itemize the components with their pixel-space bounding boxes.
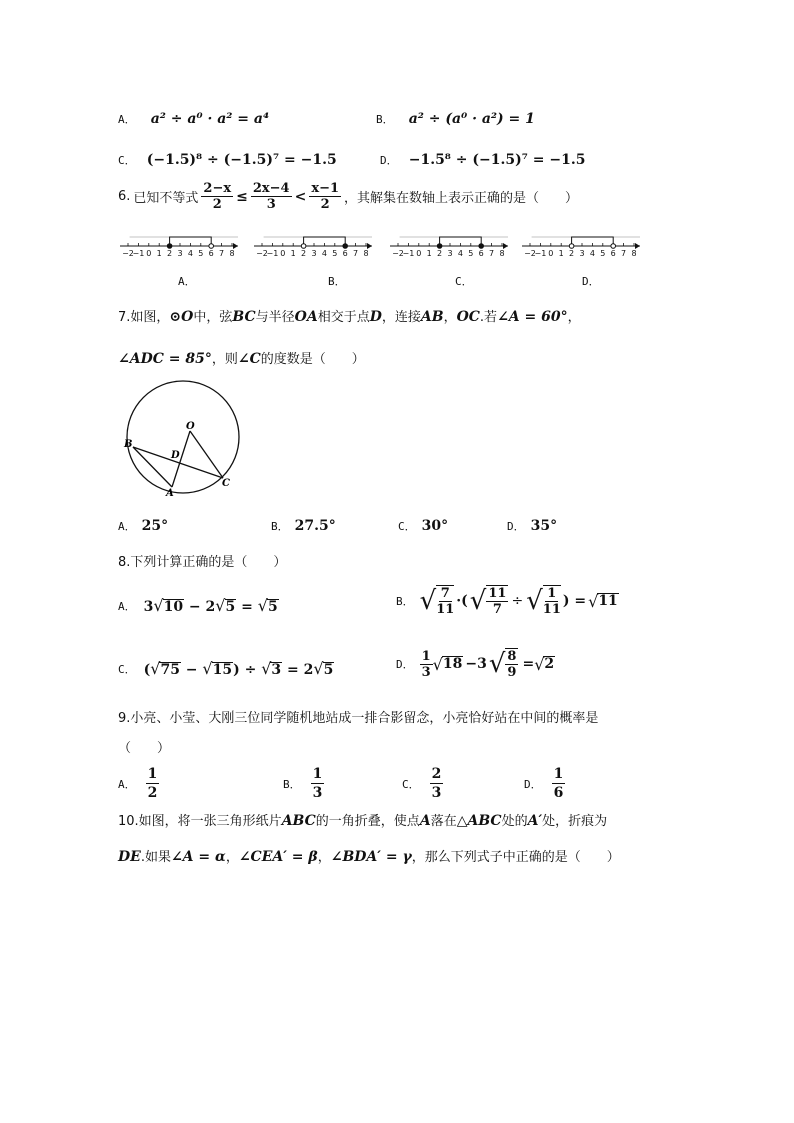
fraction: $\frac{1}{2}$ [147, 766, 158, 801]
tick-label: 3 [579, 249, 585, 258]
tick-label: 1 [426, 249, 432, 258]
q5-option-b [376, 108, 535, 127]
number-line-a [120, 237, 238, 258]
q9-option-c: C． $\frac{2}{3}$ [402, 766, 442, 801]
tick-label: −1 [402, 249, 415, 258]
math-expression: 3√10 − 2√5 = √5 [143, 596, 278, 615]
q8-option-c: C． (√75 − √15) ÷ √3 = 2√5 [118, 659, 334, 678]
tick-label: 2 [437, 249, 443, 258]
tick-label: 7 [219, 249, 225, 258]
q9-option-a: A． $\frac{1}{2}$ [118, 766, 158, 801]
option-label: A． [118, 113, 136, 126]
tick-label: 0 [280, 249, 286, 258]
q9-stem: 9.小亮、小莹、大刚三位同学随机地站成一排合影留念，小亮恰好站在中间的概率是 [118, 711, 599, 726]
tick-label: 0 [548, 249, 554, 258]
tick-label: 2 [301, 249, 307, 258]
fraction: $\frac{1}{6}$ [553, 766, 564, 801]
tick-label: −2 [392, 249, 404, 258]
number-line-c [390, 237, 508, 258]
segment-ab [133, 447, 172, 487]
fraction: $\frac{1}{3}$ [312, 766, 323, 801]
number-line-b [254, 237, 372, 258]
q5-option-d [380, 149, 585, 168]
tick-label: 1 [290, 249, 296, 258]
fraction: $\frac{x-1}{2}$ [311, 181, 340, 212]
tick-label: 7 [489, 249, 495, 258]
q7-option-a: A． 25° [118, 518, 169, 534]
math-expression: $\frac{1}{3}$ √ 18 −3 √ $\frac{8}{9}$ = √ 2 [421, 648, 555, 680]
question-text: ，其解集在数轴上表示正确的是（ ） [344, 191, 579, 206]
q9-option-d: D． $\frac{1}{6}$ [524, 766, 564, 801]
number-line-d [522, 237, 640, 258]
tick-label: −1 [534, 249, 547, 258]
q7-circle-figure [120, 380, 250, 500]
number-line-options [118, 228, 658, 264]
point-label-a: A [166, 488, 174, 499]
point-label-d: D [171, 450, 180, 461]
tick-label: 5 [332, 249, 338, 258]
q9-option-b: B． $\frac{1}{3}$ [283, 766, 323, 801]
tick-label: −2 [524, 249, 536, 258]
tick-label: 4 [187, 249, 193, 258]
tick-label: 2 [167, 249, 173, 258]
q5-option-a [118, 108, 269, 127]
question-text: 已知不等式 [133, 191, 199, 206]
tick-label: 5 [468, 249, 474, 258]
tick-label: −2 [122, 249, 134, 258]
radius-oc [190, 431, 223, 478]
q8-stem: 8.下列计算正确的是（ ） [118, 555, 287, 570]
tick-label: 7 [353, 249, 359, 258]
q6-stem [118, 181, 578, 212]
tick-label: 4 [589, 249, 595, 258]
tick-label: 6 [610, 249, 616, 258]
q7-stem-line2: ∠ADC = 85°，则∠C的度数是（ ） [118, 351, 365, 367]
fraction: $\frac{2x-4}{3}$ [252, 181, 290, 212]
tick-label: 1 [156, 249, 162, 258]
option-label: B． [376, 113, 394, 126]
q7-stem-line1: 7.如图，⊙O中，弦BC与半径OA相交于点D，连接AB，OC.若∠A = 60°， [118, 309, 581, 325]
tick-label: 8 [363, 249, 369, 258]
q6-option-c-label: C． [455, 275, 473, 288]
q10-stem-line2: DE.如果∠A = α，∠CEA′ = β，∠BDA′ = γ，那么下列式子中正确的是（ ） [118, 849, 620, 865]
question-number: 6. [118, 189, 131, 204]
tick-label: 3 [447, 249, 453, 258]
math-expression: a² ÷ a⁰ · a² = a⁴ [150, 111, 270, 127]
q6-option-d-label: D． [582, 275, 600, 288]
circle-symbol: ⊙O [169, 309, 194, 325]
tick-label: 6 [478, 249, 484, 258]
q9-answer-paren: （ ） [118, 741, 171, 756]
q8-option-a: A． 3√10 − 2√5 = √5 [118, 596, 278, 615]
tick-label: 5 [198, 249, 204, 258]
tick-label: 4 [321, 249, 327, 258]
tick-label: −2 [256, 249, 268, 258]
relation: ≤ [236, 188, 248, 205]
option-label: D． [380, 154, 398, 167]
tick-label: 6 [342, 249, 348, 258]
relation: < [294, 188, 307, 205]
tick-label: 4 [457, 249, 463, 258]
tick-label: 2 [569, 249, 575, 258]
tick-label: 8 [229, 249, 235, 258]
tick-label: 1 [558, 249, 564, 258]
q7-option-b: B． 27.5° [271, 518, 336, 534]
point-label-c: C [222, 478, 230, 489]
fraction: $\frac{2-x}{2}$ [203, 181, 232, 212]
tick-label: −1 [266, 249, 279, 258]
tick-label: 8 [499, 249, 505, 258]
tick-label: 0 [416, 249, 422, 258]
q8-option-b: B． √ $\frac{7}{11}$ ·( √ $\frac{11}{7}$ ÷ √ $\frac{1}{11}$ ) = √ 11 [396, 586, 618, 617]
tick-label: 6 [208, 249, 214, 258]
q8-option-d: D． $\frac{1}{3}$ √ 18 −3 √ $\frac{8}{9}$ = √ 2 [396, 648, 555, 680]
tick-label: −1 [132, 249, 145, 258]
math-expression: a² ÷ (a⁰ · a²) = 1 [408, 111, 535, 127]
q6-option-b-label: B． [328, 275, 346, 288]
tick-label: 3 [177, 249, 183, 258]
q7-option-c: C． 30° [398, 518, 449, 534]
fraction: $\frac{2}{3}$ [431, 766, 442, 801]
point-label-o: O [186, 421, 195, 432]
math-expression: −1.5⁸ ÷ (−1.5)⁷ = −1.5 [408, 152, 586, 168]
math-expression: √ $\frac{7}{11}$ ·( √ $\frac{11}{7}$ ÷ √ $\frac{1}{11}$ ) = √ 11 [419, 586, 618, 617]
tick-label: 7 [621, 249, 627, 258]
q5-option-c [118, 149, 337, 168]
tick-label: 3 [311, 249, 317, 258]
q7-option-d: D． 35° [507, 518, 558, 534]
q6-option-a-label: A． [178, 275, 196, 288]
math-expression: (−1.5)⁸ ÷ (−1.5)⁷ = −1.5 [146, 152, 337, 168]
tick-label: 0 [146, 249, 152, 258]
tick-label: 8 [631, 249, 637, 258]
q10-stem-line1: 10.如图，将一张三角形纸片ABC的一角折叠，使点A落在△ABC处的A′处，折痕为 [118, 813, 608, 829]
point-label-b: B [124, 439, 133, 450]
option-label: C． [118, 154, 136, 167]
math-expression: (√75 − √15) ÷ √3 = 2√5 [143, 659, 334, 678]
tick-label: 5 [600, 249, 606, 258]
